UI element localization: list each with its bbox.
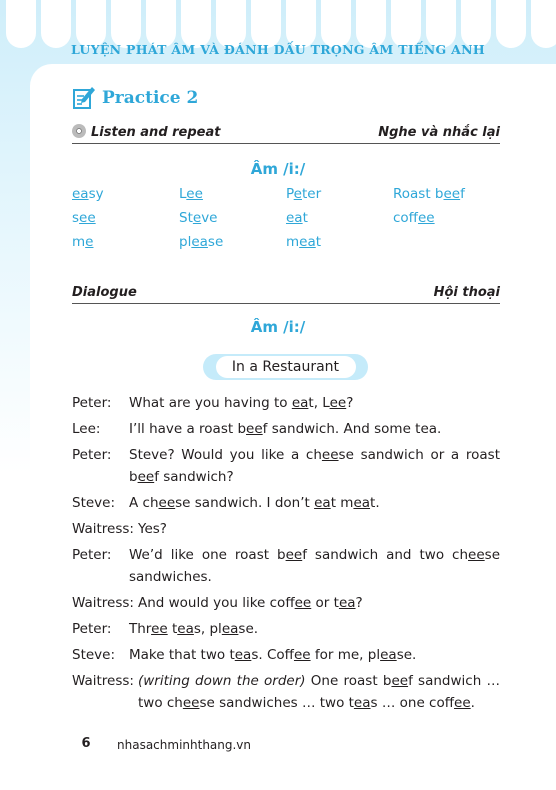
text-part: A ch (129, 495, 159, 511)
underlined-sound: ee (294, 595, 312, 611)
underlined-sound: ee (468, 547, 485, 563)
text-part: ? (346, 395, 354, 411)
binder-tab (496, 0, 526, 48)
underlined-sound: ea (353, 695, 371, 711)
binder-tab (146, 0, 176, 48)
speaker-name: Peter: (72, 621, 112, 637)
pencil-icon (72, 86, 96, 110)
binder-tab (286, 0, 316, 48)
footer-website: nhasachminhthang.vn (117, 738, 252, 752)
speaker-name: Waitress: (72, 521, 134, 537)
underlined-sound: ee (454, 695, 471, 711)
word-part: St (179, 210, 193, 226)
dialogue-line (72, 592, 500, 614)
text-part: I’ll have a roast b (129, 421, 247, 437)
word-item (286, 210, 393, 229)
text-part: And would you like coff (137, 595, 295, 611)
underlined-sound: ea (286, 210, 303, 226)
text-part: s … one coff (370, 695, 455, 711)
underlined-sound: ee (329, 395, 347, 411)
binder-tab (321, 0, 351, 48)
binder-tab (391, 0, 421, 48)
binder-tab (356, 0, 386, 48)
word-part: coff (393, 210, 418, 226)
dialogue-text (129, 418, 500, 440)
text-part: t. (370, 495, 380, 511)
dialogue-text (129, 618, 500, 640)
page-number: 6 (72, 732, 100, 754)
underlined-sound: ea (353, 495, 371, 511)
sound-heading-1: Âm /i:/ (250, 160, 306, 178)
underlined-sound: ee (443, 186, 461, 202)
word-item (286, 234, 393, 253)
listen-repeat-text: Listen and repeat (91, 125, 221, 140)
listen-repeat-row (72, 124, 500, 144)
underlined-sound: ea (221, 621, 239, 637)
dialogue-line (72, 392, 500, 414)
underlined-sound: ee (79, 210, 96, 226)
book-header-title: LUYỆN PHÁT ÂM VÀ ĐÁNH DẤU TRỌNG ÂM TIẾNG ANH (71, 42, 485, 57)
underlined-sound: ee (182, 695, 200, 711)
word-item (179, 186, 286, 205)
underlined-sound: ee (417, 210, 435, 226)
speaker-name: Waitress: (72, 673, 134, 689)
word-part: m (72, 234, 86, 250)
sound-heading-2: Âm /i:/ (250, 318, 306, 336)
word-item (72, 186, 179, 205)
dialogue-row (72, 285, 500, 304)
underlined-sound: ea (299, 234, 316, 250)
underlined-sound: ea (338, 595, 356, 611)
text-part: We’d like one roast b (129, 547, 286, 563)
dialogue-label: Dialogue (72, 285, 137, 300)
dialogue-text (138, 518, 500, 540)
word-item (179, 210, 286, 229)
binder-tab (111, 0, 141, 48)
scene-title: In a Restaurant (216, 356, 356, 378)
underlined-sound: ee (158, 495, 176, 511)
dialogue-line (72, 492, 500, 514)
underlined-sound: ea (314, 495, 331, 511)
binder-tab (251, 0, 281, 48)
underlined-sound: ee (391, 673, 409, 689)
text-part: t m (330, 495, 354, 511)
binder-tab (181, 0, 211, 48)
text-part: se. (396, 647, 417, 663)
dialogue-text (129, 444, 500, 488)
word-part: m (286, 234, 300, 250)
speaker-name: Peter: (72, 395, 112, 411)
dialogue-line (72, 644, 500, 666)
word-part: sy (88, 186, 104, 202)
text-part: Thr (129, 621, 152, 637)
text-part: se sandwiches … two t (199, 695, 354, 711)
text-part: One roast b (305, 673, 392, 689)
dialogue-lines (72, 392, 500, 718)
binder-tab (6, 0, 36, 48)
word-part: se (207, 234, 224, 250)
underlined-sound: ee (246, 421, 263, 437)
dialogue-line (72, 544, 500, 588)
dialogue-line (72, 518, 500, 540)
speaker-name: Steve: (72, 647, 116, 663)
word-part: Roast b (393, 186, 444, 202)
underlined-sound: ea (234, 647, 252, 663)
text-part: s, pl (193, 621, 222, 637)
dialogue-line (72, 618, 500, 640)
text-part: se. (238, 621, 259, 637)
word-part: ter (301, 186, 322, 202)
underlined-sound: ee (285, 547, 303, 563)
practice-heading (72, 86, 198, 110)
speaker-name: Peter: (72, 447, 112, 463)
underlined-sound: ea (380, 647, 397, 663)
text-part: t, L (308, 395, 330, 411)
text-part: s. Coff (251, 647, 294, 663)
text-part: or t (311, 595, 339, 611)
text-part: f sandwich and two ch (302, 547, 469, 563)
word-part: f (460, 186, 465, 202)
text-part: Make that two t (129, 647, 235, 663)
text-part: f sandwich? (154, 469, 234, 485)
word-part: s (72, 210, 80, 226)
underlined-sound: e (293, 186, 302, 202)
dialogue-text (129, 544, 500, 588)
underlined-sound: ea (177, 621, 194, 637)
speaker-name: Peter: (72, 547, 112, 563)
underlined-sound: ea (191, 234, 208, 250)
text-part: (writing down the order) (137, 673, 306, 689)
underlined-sound: ee (137, 469, 155, 485)
underlined-sound: ee (293, 647, 311, 663)
dialogue-vi: Hội thoại (433, 285, 500, 300)
word-part: pl (179, 234, 192, 250)
binder-tab (76, 0, 106, 48)
underlined-sound: ea (72, 186, 89, 202)
underlined-sound: ee (186, 186, 203, 202)
underlined-sound: ea (291, 395, 309, 411)
dialogue-line (72, 670, 500, 714)
practice-title: Practice 2 (102, 88, 199, 108)
text-part: Yes? (137, 521, 167, 537)
word-item (72, 210, 179, 229)
binder-tab (461, 0, 491, 48)
word-part: P (286, 186, 294, 202)
dialogue-line (72, 418, 500, 440)
underlined-sound: e (192, 210, 202, 226)
text-part: Steve? Would you like a ch (129, 447, 322, 463)
text-part: f sandwich … two ch (137, 673, 500, 711)
binder-tab (531, 0, 556, 48)
word-part: t (315, 234, 322, 250)
text-part: ? (355, 595, 363, 611)
word-part: t (302, 210, 308, 226)
text-part: se sandwiches. (129, 547, 500, 585)
cd-icon (72, 124, 86, 138)
word-item (393, 186, 500, 205)
underlined-sound: e (85, 234, 94, 250)
underlined-sound: ee (321, 447, 339, 463)
dialogue-text (129, 392, 500, 414)
word-item (179, 234, 286, 253)
binder-tab (216, 0, 246, 48)
speaker-name: Steve: (72, 495, 116, 511)
dialogue-text (129, 492, 500, 514)
listen-repeat-vi: Nghe và nhắc lại (378, 124, 500, 140)
binder-tab (41, 0, 71, 48)
word-grid (72, 186, 500, 253)
underlined-sound: ee (151, 621, 168, 637)
text-part: What are you having to (129, 395, 292, 411)
word-item (72, 234, 179, 253)
speaker-name: Waitress: (72, 595, 134, 611)
word-item (286, 186, 393, 205)
scene-pill (203, 354, 368, 380)
word-part: ve (201, 210, 218, 226)
text-part: se sandwich. I don’t (175, 495, 315, 511)
dialogue-line (72, 444, 500, 488)
dialogue-text (138, 592, 500, 614)
word-part: L (179, 186, 187, 202)
dialogue-text (129, 644, 500, 666)
word-item (393, 210, 500, 229)
listen-repeat-label (72, 124, 221, 140)
dialogue-text (138, 670, 500, 714)
text-part: for me, pl (310, 647, 381, 663)
text-part: t (167, 621, 178, 637)
word-item (393, 234, 500, 253)
binder-tab (426, 0, 456, 48)
text-part: se sandwich or a roast b (129, 447, 500, 485)
text-part: f sandwich. And some tea. (262, 421, 442, 437)
speaker-name: Lee: (72, 421, 101, 437)
text-part: . (470, 695, 475, 711)
